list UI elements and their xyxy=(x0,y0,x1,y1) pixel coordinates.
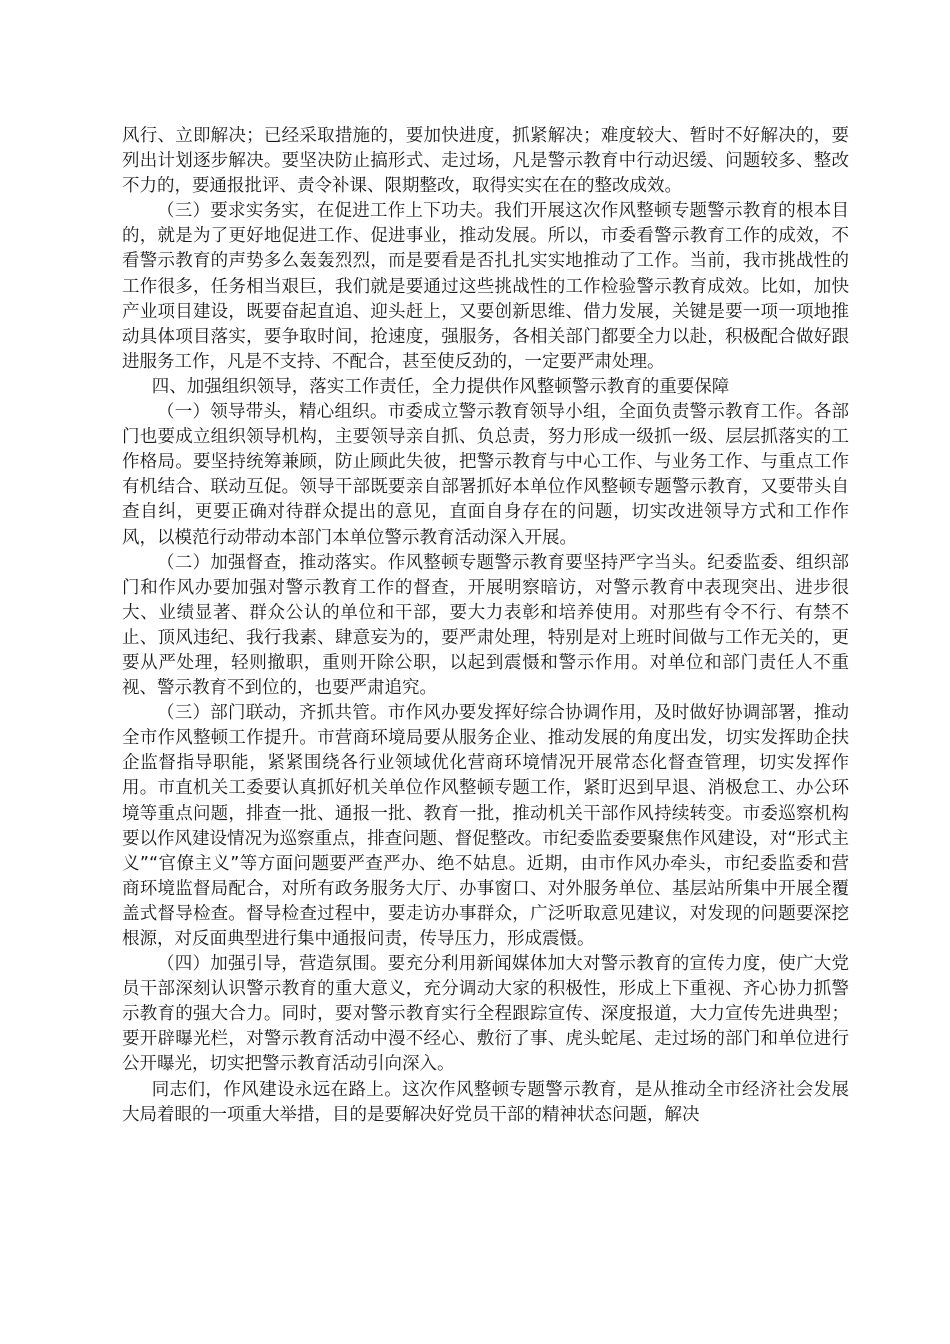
paragraph-section-3-3: （三）要求实务实，在促进工作上下功夫。我们开展这次作风整顿专题警示教育的根本目的，就是为了更好地促进工作、促进事业，推动发展。所以，市委看警示教育工作的成效，不看警示教育的声势多么轰轰烈烈，而是要看是否扎扎实实地推动了工作。当前，我市挑战性的工作很多，任务相当艰巨，我们就是要通过这些挑战性的工作检验警示教育成效。比如，加快产业项目建设，既要奋起直追、迎头赶上，又要创新思维、借力发展，关键是要一项一项地推动具体项目落实，要争取时间，抢速度，强服务，各相关部门都要全力以赴，积极配合做好跟进服务工作，凡是不支持、不配合，甚至使反劲的，一定要严肃处理。 xyxy=(122,201,849,372)
paragraph-section-4-1: （一）领导带头，精心组织。市委成立警示教育领导小组，全面负责警示教育工作。各部门也要成立组织领导机构，主要领导亲自抓、负总责，努力形成一级抓一级、层层抓落实的工作格局。要坚持统筹兼顾，防止顾此失彼，把警示教育与中心工作、与业务工作、与重点工作有机结合、联动互促。领导干部既要亲自部署抓好本单位作风整顿专题警示教育，又要带头自查自纠，更要正确对待群众提出的意见，直面自身存在的问题，切实改进领导方式和工作作风，以模范行动带动本部门本单位警示教育活动深入开展。 xyxy=(122,402,849,548)
paragraph-section-4-4: （四）加强引导，营造氛围。要充分利用新闻媒体加大对警示教育的宣传力度，使广大党员干部深刻认识警示教育的重大意义，充分调动大家的积极性，形成上下重视、齐心协力抓警示教育的强大合力。同时，要对警示教育实行全程跟踪宣传、深度报道，大力宣传先进典型；要开辟曝光栏，对警示教育活动中漫不经心、敷衍了事、虎头蛇尾、走过场的部门和单位进行公开曝光，切实把警示教育活动引向深入。 xyxy=(122,954,849,1075)
paragraph-closing: 同志们，作风建设永远在路上。这次作风整顿专题警示教育，是从推动全市经济社会发展大局着眼的一项重大举措，目的是要解决好党员干部的精神状态问题，解决 xyxy=(122,1079,849,1125)
paragraph-section-4-2: （二）加强督查，推动落实。作风整顿专题警示教育要坚持严字当头。纪委监委、组织部门和作风办要加强对警示教育工作的督查，开展明察暗访，对警示教育中表现突出、进步很大、业绩显著、群众公认的单位和干部，要大力表彰和培养使用。对那些有令不行、有禁不止、顶风违纪、我行我素、肆意妄为的，要严肃处理，特别是对上班时间做与工作无关的，更要从严处理，轻则撤职，重则开除公职，以起到震慑和警示作用。对单位和部门责任人不重视、警示教育不到位的，也要严肃追究。 xyxy=(122,552,849,699)
paragraph-section-4-3: （三）部门联动，齐抓共管。市作风办要发挥好综合协调作用，及时做好协调部署，推动全市作风整顿工作提升。市营商环境局要从服务企业、推动发展的角度出发，切实发挥助企扶企监督指导职能，紧紧围绕各行业领域优化营商环境情况开展常态化督查管理，切实发挥作用。市直机关工委要认真抓好机关单位作风整顿专题工作，紧盯迟到早退、消极怠工、办公环境等重点问题，排查一批、通报一批、教育一批，推动机关干部作风持续转变。市委巡察机构要以作风建设情况为巡察重点，排查问题、督促整改。市纪委监委要聚焦作风建设，对“形式主义”“官僚主义”等方面问题要严查严办、绝不姑息。近期，由市作风办牵头，市纪委监委和营商环境监督局配合，对所有政务服务大厅、办事窗口、对外服务单位、基层站所集中开展全覆盖式督导检查。督导检查过程中，要走访办事群众，广泛听取意见建议，对发现的问题要深挖根源，对反面典型进行集中通报问责，传导压力，形成震慑。 xyxy=(122,703,849,949)
section-heading-4: 四、加强组织领导，落实工作责任，全力提供作风整顿警示教育的重要保障 xyxy=(151,376,730,397)
paragraph-continuation: 风行、立即解决；已经采取措施的，要加快进度，抓紧解决；难度较大、暂时不好解决的，要列出计划逐步解决。要坚决防止搞形式、走过场，凡是警示教育中行动迟缓、问题较多、整改不力的，要通报批评、责令补课、限期整改，取得实实在在的整改成效。 xyxy=(122,126,849,197)
document-body xyxy=(122,124,849,1128)
